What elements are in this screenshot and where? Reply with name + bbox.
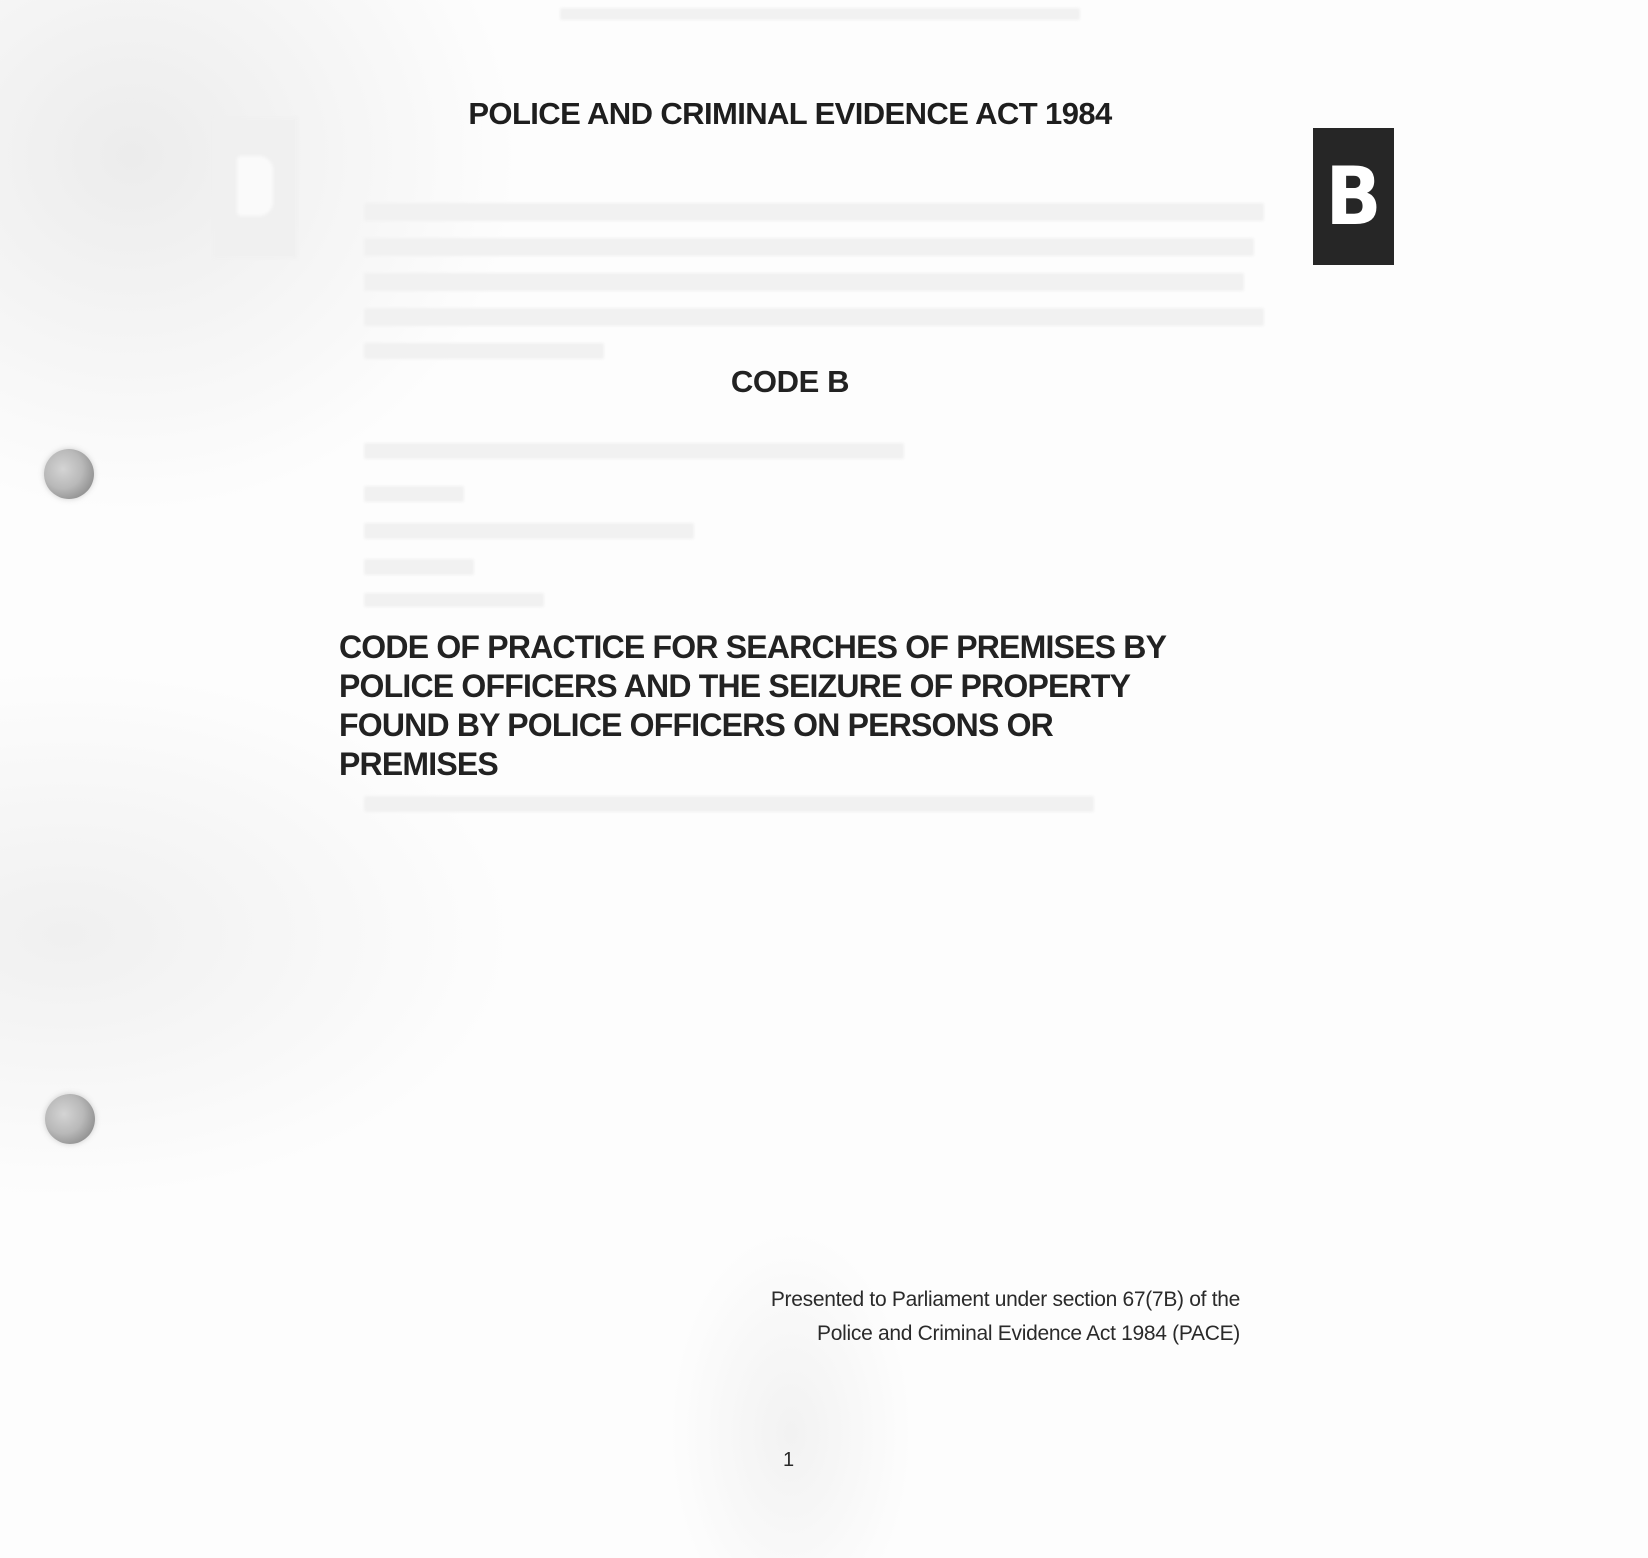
bleed-through-text — [364, 343, 604, 359]
bleed-through-text — [364, 523, 694, 539]
page-number: 1 — [783, 1449, 795, 1471]
title-line: PREMISES — [339, 746, 498, 782]
bleed-through-text — [560, 8, 1080, 20]
code-label: CODE B — [730, 364, 850, 399]
bleed-through-text — [364, 559, 474, 575]
presentation-note — [771, 1283, 1240, 1351]
act-header: POLICE AND CRIMINAL EVIDENCE ACT 1984 — [468, 96, 1112, 131]
punch-hole — [44, 449, 94, 499]
bleed-through-text — [364, 273, 1244, 291]
section-letter: B — [1325, 149, 1382, 243]
bleed-through-text — [364, 238, 1254, 256]
title-line: CODE OF PRACTICE FOR SEARCHES OF PREMISES BY — [339, 629, 1167, 665]
presentation-line: Police and Criminal Evidence Act 1984 (PACE) — [817, 1322, 1240, 1345]
bleed-through-text — [364, 796, 1094, 812]
title-line: POLICE OFFICERS AND THE SEIZURE OF PROPERTY — [339, 668, 1131, 704]
presentation-line: Presented to Parliament under section 67(7B) of the — [770, 1288, 1240, 1311]
bleed-through-text — [364, 443, 904, 459]
title-line: FOUND BY POLICE OFFICERS ON PERSONS OR — [339, 707, 1053, 743]
bleed-through-text — [364, 593, 544, 607]
bleed-through-text — [364, 308, 1264, 326]
document-title — [339, 628, 1259, 784]
bleed-through-text — [364, 486, 464, 502]
section-tab-b — [1313, 128, 1394, 265]
bleed-through-text — [364, 203, 1264, 221]
punch-hole — [45, 1094, 95, 1144]
bleed-through-tab — [213, 118, 297, 258]
